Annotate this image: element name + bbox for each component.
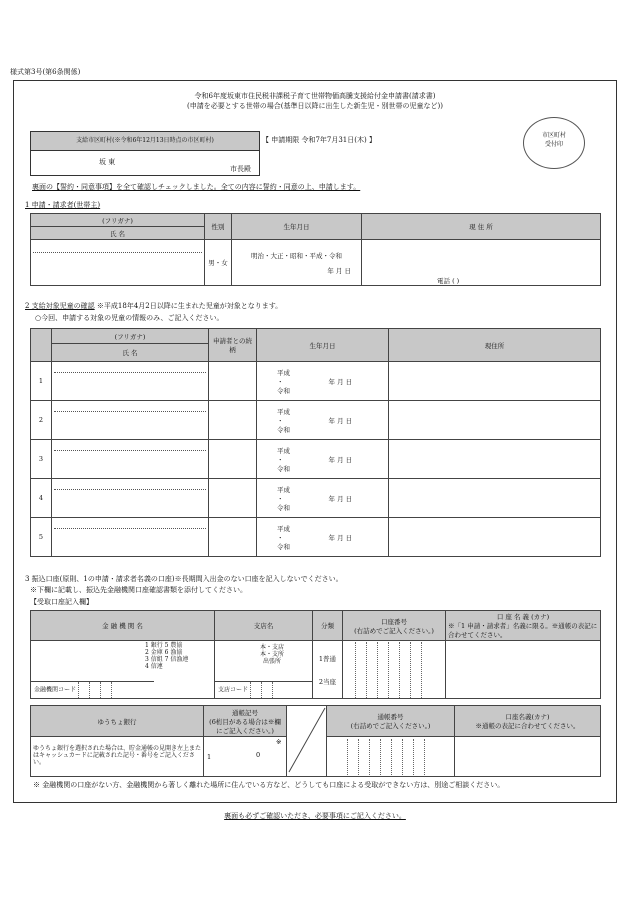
branch-code-field[interactable] — [215, 681, 313, 698]
account-number-field[interactable] — [343, 641, 446, 699]
bank-table — [30, 610, 601, 699]
yucho-header-bank: ゆうちょ銀行 — [31, 706, 204, 737]
section2-heading — [25, 302, 282, 310]
branch-c: 出張所 — [263, 657, 282, 665]
era-reiwa: 令和 — [277, 464, 290, 473]
bank-code-label: 金融機関コード — [34, 686, 77, 694]
child-name-field[interactable] — [52, 440, 209, 479]
holder-note: ※「1 申請・請求者」名義に限る。※通帳の表記に合わせてください。 — [448, 622, 598, 639]
child-header-dob: 生年月日 — [257, 329, 389, 362]
section3-footnote: ※ 金融機関の口座がない方、金融機関から著しく離れた場所に住んでいる方など、どうしても口座による受取ができない方は、別途ご相談ください。 — [33, 781, 505, 789]
bank-type-a: 1 銀行 5 農協 — [145, 642, 183, 649]
bank-header-account — [343, 611, 446, 641]
stamp-line1: 市区町村 — [541, 132, 566, 139]
applicant-address-field[interactable] — [362, 240, 601, 286]
child-dob-field[interactable] — [257, 401, 389, 440]
child-header-furigana: (フリガナ) — [52, 329, 209, 344]
era-reiwa: 令和 — [277, 386, 290, 395]
child-dob-field[interactable] — [257, 518, 389, 557]
municipality-name: 坂 東 — [99, 158, 116, 166]
era-dot-row — [277, 455, 386, 464]
applicant-dob[interactable] — [232, 240, 362, 286]
child-row — [31, 518, 601, 557]
bank-type-c: 3 信組 7 信漁連 — [145, 655, 189, 663]
era-dot: ・ — [277, 533, 284, 542]
applicant-name-field[interactable] — [31, 240, 205, 286]
child-relation-field[interactable] — [209, 479, 257, 518]
account-label: 口座番号 — [381, 617, 407, 626]
era-reiwa: 令和 — [277, 425, 290, 434]
header-address: 現 住 所 — [362, 214, 601, 240]
applicant-gender[interactable]: 男・女 — [205, 240, 232, 286]
yucho-slash-cell — [287, 706, 327, 777]
section3-title: 3 振込口座(原則、1の申請・請求者名義の口座)※長期間入出金のない口座を記入しないでください。 — [25, 575, 343, 583]
reception-stamp — [523, 117, 585, 169]
municipality-box — [30, 131, 260, 176]
section1-title: 1 申請・請求者(世帯主) — [25, 201, 101, 209]
era-dot: ・ — [277, 416, 284, 425]
yucho-symbol-field[interactable] — [204, 737, 287, 777]
child-dob-field[interactable] — [257, 440, 389, 479]
child-header-name: 氏 名 — [52, 344, 209, 362]
deadline: 【 申請期限 令和7年7月31日(木) 】 — [262, 136, 376, 144]
yucho-header-number — [327, 706, 455, 737]
child-name-field[interactable] — [52, 362, 209, 401]
era-heisei: 平成 — [277, 368, 290, 377]
consent-statement: 裏面の【誓約・同意事項】を全て確認しチェックしました。全ての内容に誓約・同意の上、申請します。 — [32, 183, 361, 191]
branch-cell[interactable] — [215, 641, 313, 699]
child-ymd: 年 月 日 — [328, 455, 353, 464]
symbol-digit-first: 1 — [207, 752, 212, 761]
child-address-field[interactable] — [389, 362, 601, 401]
yucho-table — [30, 705, 601, 777]
child-row — [31, 479, 601, 518]
yucho-header-holder — [455, 706, 601, 737]
era-dot: ・ — [277, 455, 284, 464]
section2-title: 2 支給対象児童の確認 — [25, 302, 95, 310]
type-ordinary: 1普通 — [318, 654, 337, 663]
form-title: 令和6年度坂東市住民税非課税子育て世帯物価高騰支援給付金申請書(請求書) — [194, 92, 436, 100]
era-reiwa: 令和 — [277, 542, 290, 551]
child-name-field[interactable] — [52, 479, 209, 518]
bank-type-b: 2 金庫 6 漁協 — [145, 648, 183, 656]
applicant-era: 明治・大正・昭和・平成・令和 — [251, 251, 342, 260]
bank-type-d: 4 信連 — [145, 662, 163, 670]
yucho-instructions: ゆうちょ銀行を選択された場合は、貯金通帳の見開き左上またはキャッシュカードに記載された記号・番号をご記入ください。 — [31, 737, 204, 777]
symbol-digit-last: 0 — [256, 751, 261, 760]
child-dob-field[interactable] — [257, 479, 389, 518]
child-address-field[interactable] — [389, 401, 601, 440]
child-row — [31, 362, 601, 401]
bank-code-field[interactable] — [31, 681, 154, 698]
era-dot: ・ — [277, 494, 284, 503]
symbol-star: ※ — [276, 738, 282, 747]
yucho-holder-note: ※通帳の表記に合わせてください。 — [475, 722, 580, 731]
children-table — [30, 328, 601, 557]
yucho-header-symbol — [204, 706, 287, 737]
applicant-ymd: 年 月 日 — [327, 266, 351, 275]
child-row — [31, 440, 601, 479]
stamp-line2: 受付印 — [544, 140, 563, 148]
symbol-note: (6桁目がある場合は※欄にご記入ください。) — [209, 717, 281, 735]
type-current: 2当座 — [318, 677, 337, 686]
number-note: (右詰めでご記入ください。) — [350, 722, 431, 731]
account-type-cell[interactable] — [313, 641, 343, 699]
back-page-note: 裏面も必ずご確認いただき、必要事項にご記入ください。 — [224, 812, 406, 820]
era-heisei: 平成 — [277, 524, 290, 533]
child-row-number: 2 — [31, 401, 52, 440]
child-row-number: 4 — [31, 479, 52, 518]
child-header-relation: 申請者との続柄 — [209, 329, 257, 362]
child-dob-field[interactable] — [257, 362, 389, 401]
holder-label: 口 座 名 義 (カナ) — [496, 613, 550, 621]
era-heisei: 平成 — [277, 485, 290, 494]
branch-a: 本・支店 — [260, 644, 285, 651]
child-row-number: 5 — [31, 518, 52, 557]
header-dob: 生年月日 — [232, 214, 362, 240]
bank-name-cell[interactable] — [31, 641, 215, 699]
account-note: (右詰めでご記入ください。) — [354, 626, 434, 635]
form-number: 様式第3号(第6条関係) — [10, 68, 81, 76]
yucho-number-field[interactable] — [327, 737, 455, 777]
child-ymd: 年 月 日 — [328, 494, 353, 503]
child-ymd: 年 月 日 — [328, 377, 353, 386]
child-name-field[interactable] — [52, 401, 209, 440]
child-ymd: 年 月 日 — [328, 533, 353, 542]
era-dot-row — [277, 416, 386, 425]
era-heisei: 平成 — [277, 446, 290, 455]
child-address-field[interactable] — [389, 518, 601, 557]
section3-note: ※下欄に記載し、振込先金融機関口座確認書類を添付してください。 — [30, 586, 247, 594]
header-gender: 性別 — [205, 214, 232, 240]
era-heisei: 平成 — [277, 407, 290, 416]
era-dot-row — [277, 377, 386, 386]
child-name-field[interactable] — [52, 518, 209, 557]
child-row — [31, 401, 601, 440]
bank-header-type: 分類 — [313, 611, 343, 641]
applicant-table — [30, 213, 601, 286]
bank-type-list — [145, 643, 188, 671]
bank-header-name: 金 融 機 関 名 — [31, 611, 215, 641]
era-dot-row — [277, 494, 386, 503]
child-address-field[interactable] — [389, 479, 601, 518]
phone-label: 電話 ( ) — [437, 277, 460, 285]
header-furigana: (フリガナ) — [31, 214, 205, 227]
child-row-number: 3 — [31, 440, 52, 479]
branch-code-label: 支店コード — [218, 686, 249, 694]
yucho-holder-field[interactable] — [455, 737, 601, 777]
branch-list — [260, 645, 284, 666]
era-dot-row — [277, 533, 386, 542]
section2-note: ※平成18年4月2日以降に生まれた児童が対象となります。 — [96, 302, 283, 310]
section2-instruction: ○今回、申請する対象の児童の情報のみ、ご記入ください。 — [35, 314, 224, 322]
child-relation-field[interactable] — [209, 362, 257, 401]
number-label: 通帳番号 — [377, 713, 404, 722]
diagonal-line — [287, 706, 327, 774]
branch-b: 本・支所 — [260, 650, 285, 658]
child-ymd: 年 月 日 — [328, 416, 353, 425]
symbol-label: 通帳記号 — [232, 708, 258, 717]
child-relation-field[interactable] — [209, 518, 257, 557]
child-address-field[interactable] — [389, 440, 601, 479]
bank-header-branch: 支店名 — [215, 611, 313, 641]
header-name: 氏 名 — [31, 227, 205, 240]
child-header-address: 現住所 — [389, 329, 601, 362]
bank-header-holder — [446, 611, 601, 641]
era-dot: ・ — [277, 377, 284, 386]
municipality-suffix: 市長殿 — [230, 165, 251, 173]
child-relation-field[interactable] — [209, 401, 257, 440]
municipality-header: 支給市区町村(※令和6年12月13日時点の市区町村) — [31, 132, 259, 151]
child-row-number: 1 — [31, 362, 52, 401]
form-subtitle: (申請を必要とする世帯の場合(基準日以降に出生した新生児・別世帯の児童など)) — [187, 102, 443, 110]
era-reiwa: 令和 — [277, 503, 290, 512]
child-relation-field[interactable] — [209, 440, 257, 479]
section3-subhead: 【受取口座記入欄】 — [30, 598, 93, 606]
account-holder-field[interactable] — [446, 641, 601, 699]
yucho-holder-label: 口座名義(カナ) — [505, 713, 550, 722]
